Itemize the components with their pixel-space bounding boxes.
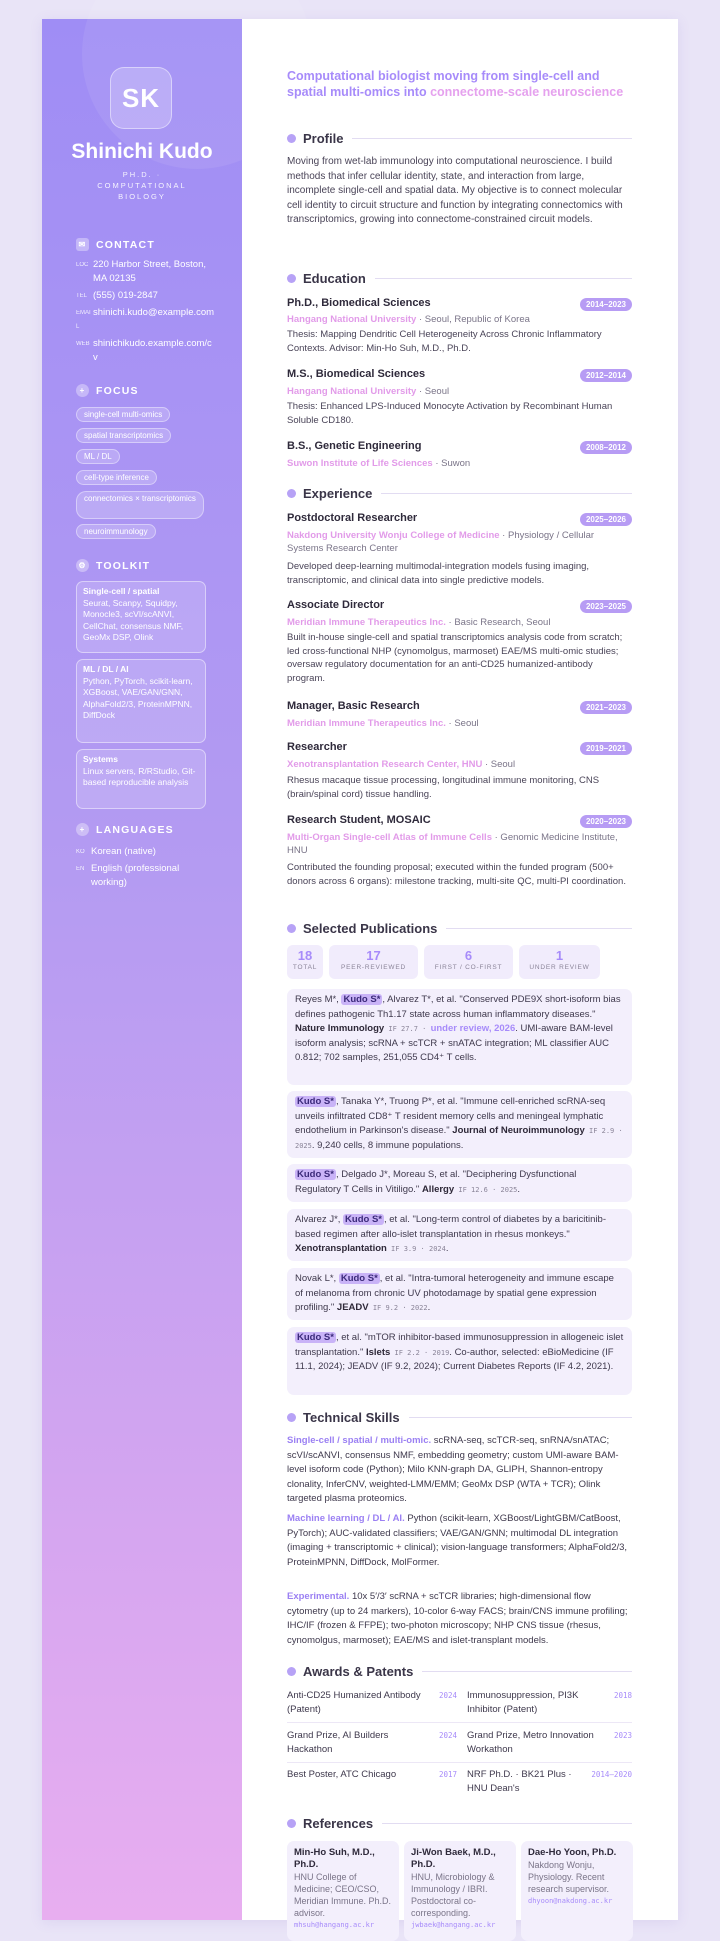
toolkit-card: ML / DL / AI Python, PyTorch, scikit-learn, XGBoost, VAE/GAN/GNN, AlphaFold2/3, ProteinMPNN, DiffDock xyxy=(76,659,206,743)
experience-role: Research Student, MOSAIC xyxy=(287,814,431,826)
focus-chip: connectomics × transcriptomics xyxy=(76,491,204,519)
contact-location: LOC 220 Harbor Street, Boston, MA 02135 xyxy=(76,259,207,284)
bullet-icon xyxy=(287,1819,296,1828)
contact-phone: TEL (555) 019-2847 xyxy=(76,290,158,301)
skills-heading: Technical Skills xyxy=(287,1410,632,1425)
publication-item: Kudo S* , Tanaka Y*, Truong P*, et al. "Immune cell-enriched scRNA-seq unveils infiltrated CD8⁺ T resident memory cells and meningeal lymphatic endothelium in Parkinson's disease." Journal of Neuroimmunology IF 2.9 · 2025. 9,240 cells, 8 immune populations. xyxy=(287,1091,632,1158)
bullet-icon xyxy=(287,924,296,933)
focus-heading: + FOCUS xyxy=(76,384,139,397)
experience-org: Multi-Organ Single-cell Atlas of Immune Cells · Genomic Medicine Institute, HNU xyxy=(287,832,618,856)
divider xyxy=(287,1722,632,1723)
year-badge: 2023–2025 xyxy=(580,600,632,613)
year-badge: 2021–2023 xyxy=(580,701,632,714)
toolkit-card: Single-cell / spatial Seurat, Scanpy, Squidpy, Monocle3, scVI/scANVI, CellChat, consensus NMF, GeoMx DSP, Olink xyxy=(76,581,206,653)
plus-icon: + xyxy=(76,384,89,397)
education-degree: M.S., Biomedical Sciences xyxy=(287,368,426,380)
year-badge: 2012–2014 xyxy=(580,369,632,382)
education-thesis: Thesis: Enhanced LPS-Induced Monocyte Activation by Recombinant Human Soluble CD180. xyxy=(287,401,613,426)
reference-card: Ji-Won Baek, M.D., Ph.D. HNU, Microbiology & Immunology / IBRI. Postdoctoral co-corresponding. jwbaek@hangang.ac.kr xyxy=(404,1841,516,1941)
bullet-icon xyxy=(287,1667,296,1676)
publications-heading: Selected Publications xyxy=(287,921,632,936)
education-org: Hangang National University · Seoul, Republic of Korea xyxy=(287,314,530,325)
publication-item: Novak L*, Kudo S* , et al. "Intra-tumoral heterogeneity and immune escape of melanoma from chronic UV photodamage by spatial gene expression profiling." JEADV IF 9.2 · 2022. xyxy=(287,1268,632,1320)
experience-org: Meridian Immune Therapeutics Inc. · Basic Research, Seoul xyxy=(287,617,551,628)
publication-item: Kudo S* , et al. "mTOR inhibitor-based immunosuppression in allogeneic islet transplantation." Islets IF 2.2 · 2019. Co-author, selected: eBioMedicine (IF 11.1, 2024); JEADV (IF 9.2, 2024); Current Diabetes Reports (IF 4.2, 2021). xyxy=(287,1327,632,1395)
experience-role: Researcher xyxy=(287,741,347,753)
gear-icon: ⚙ xyxy=(76,559,89,572)
year-badge: 2025–2026 xyxy=(580,513,632,526)
education-org: Hangang National University · Seoul xyxy=(287,386,450,397)
experience-desc: Developed deep-learning multimodal-integration models fusing imaging, transcriptomic, and clinical data into single predictive models. xyxy=(287,561,590,586)
year-badge: 2020–2023 xyxy=(580,815,632,828)
stat-peer-reviewed: 17 PEER-REVIEWED xyxy=(329,945,418,979)
year-badge: 2019–2021 xyxy=(580,742,632,755)
skill-group: Single-cell / spatial / multi-omic. scRNA-seq, scTCR-seq, snRNA/snATAC; scVI/scANVI, consensus NMF, embedding geometry; custom UMI-aware BAM-level isoform code (Python); Milo KNN-graph DA, GLIPH, Shannon-entropy clonality, InferCNV, weighted-LMM/EMM; GeoMx DSP (WTA + TCR); Olink targeted plasma proteomics. xyxy=(287,1435,619,1504)
experience-desc: Contributed the founding proposal; executed within the funded program (500+ donors across 6 organs): milestone tracking, multi-site QC, multi-PI coordination. xyxy=(287,862,626,887)
profile-heading: Profile xyxy=(287,131,632,146)
focus-chip: neuroimmunology xyxy=(76,524,156,539)
experience-org: Xenotransplantation Research Center, HNU · Seoul xyxy=(287,759,516,770)
plus-icon: + xyxy=(76,823,89,836)
education-heading: Education xyxy=(287,271,632,286)
experience-role: Associate Director xyxy=(287,599,385,611)
education-org: Suwon Institute of Life Sciences · Suwon xyxy=(287,458,471,469)
reference-card: Min-Ho Suh, M.D., Ph.D. HNU College of Medicine; CEO/CSO, Meridian Immune. Ph.D. advisor. mhsuh@hangang.ac.kr xyxy=(287,1841,399,1941)
award-item: Best Poster, ATC Chicago 2017 xyxy=(287,1769,457,1780)
experience-role: Postdoctoral Researcher xyxy=(287,512,418,524)
bullet-icon xyxy=(287,1413,296,1422)
year-badge: 2008–2012 xyxy=(580,441,632,454)
candidate-title: PH.D. · COMPUTATIONAL BIOLOGY xyxy=(97,170,187,201)
contact-heading: ✉ CONTACT xyxy=(76,238,155,251)
education-degree: B.S., Genetic Engineering xyxy=(287,440,422,452)
award-item: Grand Prize, Metro Innovation Workathon 2023 xyxy=(467,1730,632,1755)
resume-page xyxy=(42,19,678,1929)
avatar: SK xyxy=(110,67,172,129)
skill-group: Machine learning / DL / AI. Python (scikit-learn, XGBoost/LightGBM/CatBoost, PyTorch); AUC-validated classifiers; VAE/GAN/GNN; multimodal DL integration (imaging + transcriptomic + clinical); vision-language transformers; AlphaFold2/3, ProteinMPNN, DiffDock, MolFormer. xyxy=(287,1513,628,1568)
stat-first-author: 6 FIRST / CO-FIRST xyxy=(424,945,513,979)
toolkit-heading: ⚙ TOOLKIT xyxy=(76,559,150,572)
experience-heading: Experience xyxy=(287,486,632,501)
reference-email[interactable]: dhyoon@nakdong.ac.kr xyxy=(528,1897,613,1905)
sidebar xyxy=(42,19,242,1920)
focus-chip: single-cell multi-omics xyxy=(76,407,170,422)
experience-desc: Built in-house single-cell and spatial transcriptomics analysis code from scratch; led cross-functional NHP (cynomolgus, marmoset) EAE/MS multi-omic studies; oversaw regulatory documentation for an anti-CD25 humanized-antibody program. xyxy=(287,632,623,684)
award-item: NRF Ph.D. · BK21 Plus · HNU Dean's 2014–2020 xyxy=(467,1769,632,1794)
year-badge: 2014–2023 xyxy=(580,298,632,311)
reference-email[interactable]: mhsuh@hangang.ac.kr xyxy=(294,1921,375,1929)
language-item: KO Korean (native) xyxy=(76,846,156,857)
focus-chip: spatial transcriptomics xyxy=(76,428,171,443)
bullet-icon xyxy=(287,489,296,498)
publication-item: Reyes M*, Kudo S* , Alvarez T*, et al. "Conserved PDE9X short-isoform bias defines pathogenic Th1.17 state across human inflammatory diseases." Nature Immunology IF 27.7 · under review, 2026. UMI-aware BAM-level isoform analysis; scRNA + scTCR + snATAC integration; ML classifier AUC 0.812; 702 samples, 251,055 CD4⁺ T cells. xyxy=(287,989,632,1085)
stat-under-review: 1 UNDER REVIEW xyxy=(519,945,600,979)
publication-item: Alvarez J*, Kudo S* , et al. "Long-term control of diabetes by a baricitinib-based regimen after allo-islet transplantation in rhesus monkeys." Xenotransplantation IF 3.9 · 2024. xyxy=(287,1209,632,1261)
languages-heading: + LANGUAGES xyxy=(76,823,174,836)
awards-heading: Awards & Patents xyxy=(287,1664,632,1679)
bullet-icon xyxy=(287,134,296,143)
bullet-icon xyxy=(287,274,296,283)
skill-group: Experimental. 10x 5′/3′ scRNA + scTCR libraries; high-dimensional flow cytometry (up to 24 markers), 10-color 6-way FACS; brain/CNS immune profiling; IHC/IF (frozen & FFPE); two-photon microscopy; NHP CNS tissue (rhesus, cynomolgus, marmoset); EAE/MS and islet-transplant models. xyxy=(287,1591,628,1646)
award-item: Anti-CD25 Humanized Antibody (Patent) 2024 xyxy=(287,1690,457,1715)
award-item: Immunosuppression, PI3K Inhibitor (Patent) 2018 xyxy=(467,1690,632,1715)
candidate-name: Shinichi Kudo xyxy=(71,140,213,163)
mail-icon: ✉ xyxy=(76,238,89,251)
references-heading: References xyxy=(287,1816,632,1831)
experience-desc: Rhesus macaque tissue processing, longitudinal immune monitoring, CNS (brain/spinal cord) tissue handling. xyxy=(287,775,600,800)
experience-org: Nakdong University Wonju College of Medicine · Physiology / Cellular Systems Research Center xyxy=(287,530,595,554)
contact-website[interactable]: WEB shinichikudo.example.com/cv xyxy=(76,338,212,363)
divider xyxy=(287,1762,632,1763)
contact-email[interactable]: EMAIL shinichi.kudo@example.com xyxy=(76,307,215,330)
profile-text: Moving from wet-lab immunology into computational neuroscience. I build methods that infer cellular identity, state, and interaction from large, incomplete single-cell and spatial data. My objective is to connect molecular cell identity to circuit structure and function by integrating connectomics with transcriptomics, growing into connectome-constrained circuit models. xyxy=(287,156,623,225)
focus-chip: ML / DL xyxy=(76,449,120,464)
focus-chip: cell-type inference xyxy=(76,470,157,485)
reference-email[interactable]: jwbaek@hangang.ac.kr xyxy=(411,1921,496,1929)
toolkit-card: Systems Linux servers, R/RStudio, Git-based reproducible analysis xyxy=(76,749,206,809)
publication-item: Kudo S* , Delgado J*, Moreau S, et al. "Deciphering Dysfunctional Regulatory T Cells in Vitiligo." Allergy IF 12.6 · 2025. xyxy=(287,1164,632,1202)
stat-total: 18 TOTAL xyxy=(287,945,323,979)
headline: Computational biologist moving from single-cell and spatial multi-omics into connectome-scale neuroscience xyxy=(287,69,624,99)
award-item: Grand Prize, AI Builders Hackathon 2024 xyxy=(287,1730,457,1755)
language-item: EN English (professional working) xyxy=(76,863,180,888)
experience-role: Manager, Basic Research xyxy=(287,700,420,712)
education-degree: Ph.D., Biomedical Sciences xyxy=(287,297,431,309)
experience-org: Meridian Immune Therapeutics Inc. · Seoul xyxy=(287,718,479,729)
reference-card: Dae-Ho Yoon, Ph.D. Nakdong Wonju, Physiology. Recent research supervisor. dhyoon@nakdong.ac.kr xyxy=(521,1841,633,1941)
education-thesis: Thesis: Mapping Dendritic Cell Heterogeneity Across Chronic Inflammatory Contexts. Advisor: Min-Ho Suh, M.D., Ph.D. xyxy=(287,329,602,354)
